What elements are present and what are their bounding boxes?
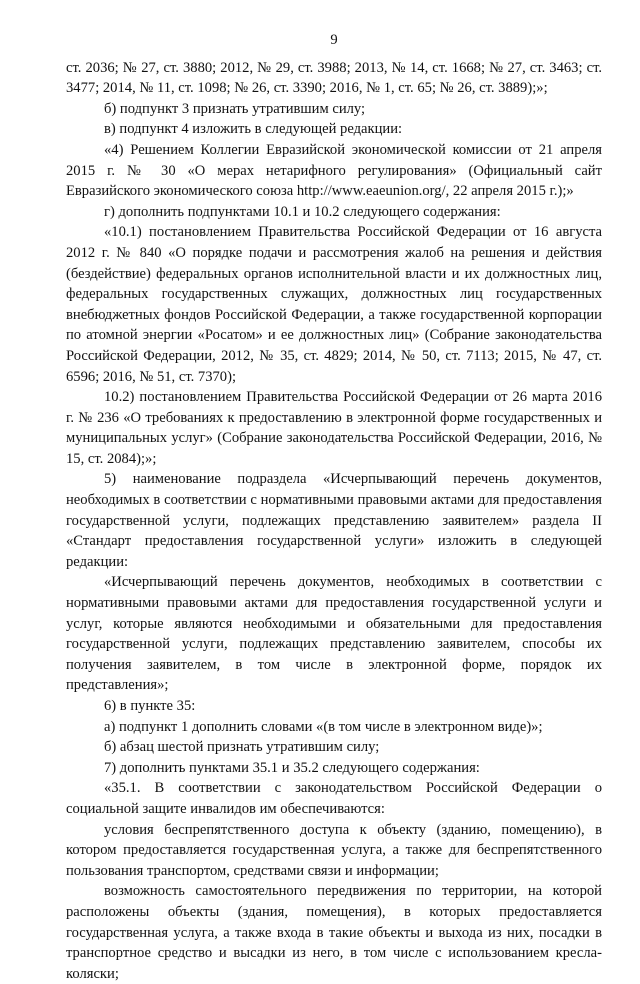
paragraph: а) подпункт 1 дополнить словами «(в том числе в электронном виде)»; [104,718,543,735]
paragraph: «35.1. В соответствии с законодательством Российской Федерации о социальной защите инвалидов им обеспечиваются: [66,780,602,817]
paragraph: 6) в пункте 35: [104,698,196,714]
paragraph: г) дополнить подпунктами 10.1 и 10.2 следующего содержания: [104,203,501,220]
paragraph: 7) дополнить пунктами 35.1 и 35.2 следующего содержания: [104,759,480,776]
paragraph: «4) Решением Коллегии Евразийской экономической комиссии от 21 апреля 2015 г. № 30 «О мерах нетарифного регулирования» (Официальный сайт Евразийского экономического союза http://www.eaeunion.org/, 22 апреля 2015 г.);» [66,141,602,200]
paragraph: 10.2) постановлением Правительства Российской Федерации от 26 марта 2016 г. № 236 «О требованиях к предоставлению в электронной форме государственных и муниципальных услуг» (Собрание законодательства Российской Федерации, 2016, № 15, ст. 2084);»; [66,389,602,467]
paragraph: б) абзац шестой признать утратившим силу; [104,739,380,756]
paragraph: 5) наименование подраздела «Исчерпывающий перечень документов, необходимых в соответствии с нормативными правовыми актами для предоставления государственной услуги, подлежащих представлению заявителем» раздела II «Стандарт предоставления государственной услуги» изложить в следующей редакции: [66,471,602,570]
document-body [66,58,602,984]
paragraph: б) подпункт 3 признать утратившим силу; [104,100,366,117]
paragraph: «10.1) постановлением Правительства Российской Федерации от 16 августа 2012 г. № 840 «О порядке подачи и рассмотрения жалоб на решения и действия (бездействие) федеральных органов исполнительной власти и их должностных лиц, федеральных государственных служащих, должностных лиц государственных внебюджетных фондов Российской Федерации, а также государственной корпорации по атомной энергии «Росатом» и ее должностных лиц» (Собрание законодательства Российской Федерации, 2012, № 35, ст. 4829; 2014, № 50, ст. 7113; 2015, № 47, ст. 6596; 2016, № 51, ст. 7370); [66,224,602,385]
paragraph: «Исчерпывающий перечень документов, необходимых в соответствии с нормативными правовыми актами для предоставления государственной услуги и услуг, которые являются необходимыми и обязательными для предоставления государственной услуги, подлежащих представлению заявителем, способы их получения заявителем, в том числе в электронной форме, порядок их представления»; [66,574,602,694]
paragraph: ст. 2036; № 27, ст. 3880; 2012, № 29, ст. 3988; 2013, № 14, ст. 1668; № 27, ст. 3463; ст. 3477; 2014, № 11, ст. 1098; № 26, ст. 3390; 2016, № 1, ст. 65; № 26, ст. 3889);»; [66,59,602,97]
paragraph: возможность самостоятельного передвижения по территории, на которой расположены объекты (здания, помещения), в которых предоставляется государственная услуга, а также входа в такие объекты и выхода из них, посадки в транспортное средство и высадки из него, в том числе с использованием кресла-коляски; [66,883,602,982]
page-number: 9 [330,32,338,48]
paragraph: условия беспрепятственного доступа к объекту (зданию, помещению), в котором предоставляется государственная услуга, а также для беспрепятственного пользования транспортом, средствами связи и информации; [66,821,602,879]
paragraph: в) подпункт 4 изложить в следующей редакции: [104,121,403,138]
